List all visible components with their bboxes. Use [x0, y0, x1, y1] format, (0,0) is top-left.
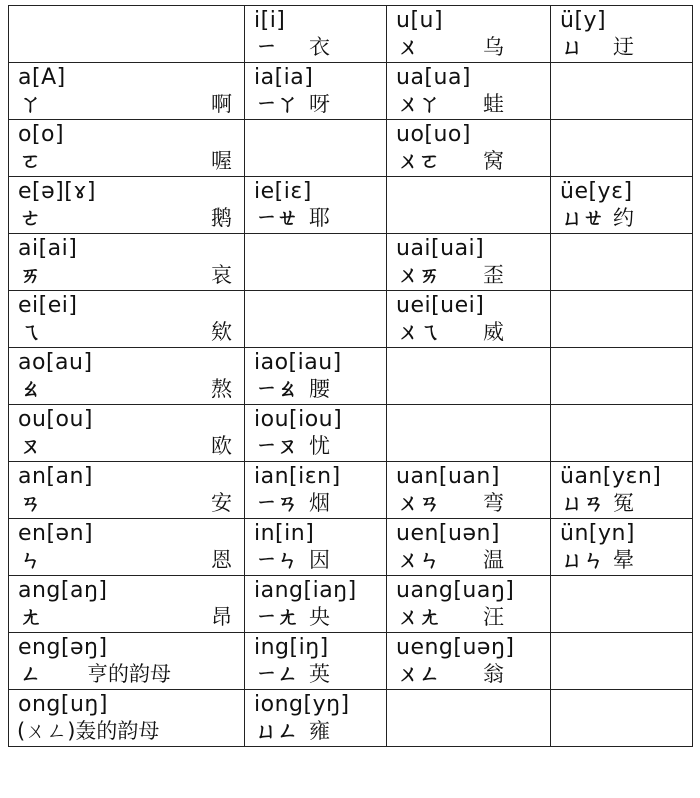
empty-cell	[387, 405, 551, 462]
final-cell	[245, 177, 387, 234]
empty-cell	[551, 348, 693, 405]
zhuyin-label: ㄧㄠ	[256, 377, 298, 401]
pinyin-label: uang[uaŋ]	[396, 578, 515, 603]
final-cell	[551, 519, 693, 576]
example-character: 烟	[309, 491, 330, 515]
pinyin-label: o[o]	[18, 122, 65, 147]
example-character: 耶	[309, 206, 330, 230]
empty-cell	[387, 348, 551, 405]
final-cell	[245, 6, 387, 63]
zhuyin-label: ㄨ	[398, 35, 419, 59]
example-character: 窝	[483, 149, 504, 173]
empty-cell	[9, 6, 245, 63]
final-cell	[551, 6, 693, 63]
example-character: 因	[309, 548, 330, 572]
pinyin-label: eng[əŋ]	[18, 635, 108, 660]
example-character: 喔	[211, 149, 232, 173]
pinyin-label: an[an]	[18, 464, 94, 489]
pinyin-label: iang[iaŋ]	[254, 578, 357, 603]
pinyin-label: en[ən]	[18, 521, 94, 546]
pinyin-label: uo[uo]	[396, 122, 471, 147]
finals-table	[8, 5, 693, 747]
zhuyin-label: ㄨㄛ	[398, 149, 440, 173]
example-character: 鹅	[211, 206, 232, 230]
final-cell	[9, 405, 245, 462]
zhuyin-label: ㄡ	[20, 434, 41, 458]
example-character: 汪	[483, 605, 504, 629]
pinyin-label: ei[ei]	[18, 293, 78, 318]
example-character: 啊	[211, 92, 232, 116]
empty-cell	[551, 633, 693, 690]
finals-table-body	[9, 6, 693, 747]
example-character: 乌	[483, 35, 504, 59]
zhuyin-label: ㄨㄚ	[398, 92, 440, 116]
empty-cell	[551, 405, 693, 462]
pinyin-label: ao[au]	[18, 350, 93, 375]
empty-cell	[387, 177, 551, 234]
example-character: 呀	[309, 92, 330, 116]
example-character: 晕	[613, 548, 634, 572]
final-cell	[245, 576, 387, 633]
example-character: 央	[309, 605, 330, 629]
zhuyin-label: ㄧ	[256, 35, 277, 59]
example-character: 恩	[211, 548, 232, 572]
pinyin-label: uai[uai]	[396, 236, 485, 261]
zhuyin-label: ㄧㄤ	[256, 605, 298, 629]
zhuyin-label: ㄨㄥ	[398, 662, 440, 686]
empty-cell	[551, 120, 693, 177]
zhuyin-label: ㄠ	[20, 377, 41, 401]
final-cell	[551, 177, 693, 234]
final-cell	[245, 633, 387, 690]
final-cell	[387, 120, 551, 177]
zhuyin-label: ㄞ	[20, 263, 41, 287]
zhuyin-label: ㄧㄢ	[256, 491, 298, 515]
zhuyin-label: ㄨㄢ	[398, 491, 440, 515]
pinyin-label: ian[iɛn]	[254, 464, 341, 489]
zhuyin-label: ㄧㄚ	[256, 92, 298, 116]
final-cell	[9, 462, 245, 519]
zhuyin-label: ㄤ	[20, 605, 41, 629]
example-character: 约	[613, 206, 634, 230]
example-character: 欧	[211, 434, 232, 458]
table-row	[9, 405, 693, 462]
pinyin-label: ueng[uəŋ]	[396, 635, 515, 660]
zhuyin-label: ㄩㄝ	[562, 206, 604, 230]
empty-cell	[551, 234, 693, 291]
final-cell	[9, 690, 245, 747]
pinyin-label: ai[ai]	[18, 236, 78, 261]
final-cell	[9, 348, 245, 405]
pinyin-label: ong[uŋ]	[18, 692, 108, 717]
table-row	[9, 348, 693, 405]
table-row	[9, 462, 693, 519]
empty-cell	[551, 690, 693, 747]
final-cell	[245, 348, 387, 405]
zhuyin-label: ㄧㄡ	[256, 434, 298, 458]
final-cell	[387, 519, 551, 576]
pinyin-label: ü[y]	[560, 8, 607, 33]
table-row	[9, 291, 693, 348]
pinyin-label: in[in]	[254, 521, 315, 546]
zhuyin-label: ㄛ	[20, 149, 41, 173]
zhuyin-label: ㄨㄞ	[398, 263, 440, 287]
table-row	[9, 63, 693, 120]
final-cell	[387, 291, 551, 348]
pinyin-label: iou[iou]	[254, 407, 343, 432]
pinyin-label: ang[aŋ]	[18, 578, 108, 603]
pinyin-label: üe[yɛ]	[560, 179, 633, 204]
pinyin-label: uei[uei]	[396, 293, 485, 318]
example-character: 忧	[309, 434, 330, 458]
zhuyin-label: ㄩㄢ	[562, 491, 604, 515]
table-row	[9, 633, 693, 690]
table-row	[9, 690, 693, 747]
example-character: 哀	[211, 263, 232, 287]
pinyin-label: ua[ua]	[396, 65, 472, 90]
empty-cell	[245, 291, 387, 348]
final-cell	[245, 519, 387, 576]
zhuyin-label: ㄢ	[20, 491, 41, 515]
pinyin-label: ie[iɛ]	[254, 179, 312, 204]
pinyin-label: uan[uan]	[396, 464, 500, 489]
zhuyin-label: ㄨㄟ	[398, 320, 440, 344]
zhuyin-label: ㄩ	[562, 35, 583, 59]
example-character: 弯	[483, 491, 504, 515]
table-row	[9, 576, 693, 633]
table-row	[9, 177, 693, 234]
example-character: 冤	[613, 491, 634, 515]
pinyin-label: üan[yɛn]	[560, 464, 662, 489]
final-cell	[9, 63, 245, 120]
zhuyin-label: ㄚ	[20, 92, 41, 116]
example-character: 威	[483, 320, 504, 344]
final-cell	[387, 6, 551, 63]
pinyin-label: ou[ou]	[18, 407, 93, 432]
pinyin-label: i[i]	[254, 8, 286, 33]
empty-cell	[245, 234, 387, 291]
final-cell	[245, 462, 387, 519]
example-character: 迂	[613, 35, 634, 59]
example-character: 歪	[483, 263, 504, 287]
pinyin-label: e[ə][ɤ]	[18, 179, 97, 204]
empty-cell	[551, 291, 693, 348]
example-character: 昂	[211, 605, 232, 629]
example-character: 翁	[483, 662, 504, 686]
example-character: 衣	[309, 35, 330, 59]
zhuyin-label: ㄧㄝ	[256, 206, 298, 230]
final-cell	[387, 63, 551, 120]
final-cell	[9, 177, 245, 234]
final-cell	[9, 633, 245, 690]
pinyin-label: a[A]	[18, 65, 66, 90]
pinyin-label: ün[yn]	[560, 521, 636, 546]
zhuyin-label: ㄧㄣ	[256, 548, 298, 572]
empty-cell	[551, 576, 693, 633]
zhuyin-label: ㄟ	[20, 320, 41, 344]
zhuyin-label: ㄩㄥ	[256, 719, 298, 743]
zhuyin-label: ㄨㄤ	[398, 605, 440, 629]
final-cell	[245, 690, 387, 747]
empty-cell	[245, 120, 387, 177]
pinyin-label: uen[uən]	[396, 521, 501, 546]
example-character: 亨的韵母	[87, 662, 171, 686]
example-character: 欸	[211, 320, 232, 344]
final-cell	[9, 291, 245, 348]
zhuyin-label: ㄧㄥ	[256, 662, 298, 686]
final-cell	[9, 120, 245, 177]
final-cell	[9, 234, 245, 291]
example-character: (ㄨㄥ)轰的韵母	[17, 719, 160, 743]
final-cell	[245, 405, 387, 462]
example-character: 安	[211, 491, 232, 515]
example-character: 蛙	[483, 92, 504, 116]
example-character: 英	[309, 662, 330, 686]
final-cell	[387, 576, 551, 633]
zhuyin-label: ㄨㄣ	[398, 548, 440, 572]
pinyin-label: u[u]	[396, 8, 444, 33]
empty-cell	[387, 690, 551, 747]
pinyin-label: ia[ia]	[254, 65, 314, 90]
table-row	[9, 519, 693, 576]
table-row	[9, 234, 693, 291]
example-character: 温	[483, 548, 504, 572]
pinyin-label: ing[iŋ]	[254, 635, 329, 660]
example-character: 腰	[309, 377, 330, 401]
final-cell	[387, 633, 551, 690]
example-character: 雍	[309, 719, 330, 743]
zhuyin-label: ㄥ	[20, 662, 41, 686]
zhuyin-label: ㄣ	[20, 548, 41, 572]
pinyin-label: iao[iau]	[254, 350, 342, 375]
zhuyin-label: ㄜ	[20, 206, 41, 230]
final-cell	[387, 462, 551, 519]
pinyin-label: iong[yŋ]	[254, 692, 350, 717]
final-cell	[387, 234, 551, 291]
final-cell	[551, 462, 693, 519]
empty-cell	[551, 63, 693, 120]
final-cell	[245, 63, 387, 120]
final-cell	[9, 576, 245, 633]
zhuyin-label: ㄩㄣ	[562, 548, 604, 572]
table-row	[9, 6, 693, 63]
table-row	[9, 120, 693, 177]
final-cell	[9, 519, 245, 576]
example-character: 熬	[211, 377, 232, 401]
